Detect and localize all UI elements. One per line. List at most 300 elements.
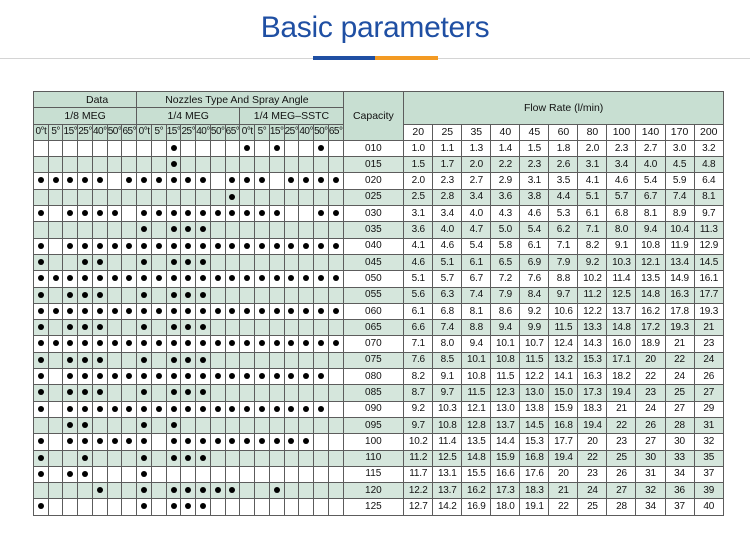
angle-cell <box>225 206 240 222</box>
angle-cell <box>314 303 329 319</box>
dot-icon <box>185 259 191 265</box>
angle-cell <box>48 254 63 270</box>
dot-icon <box>200 324 206 330</box>
flow-cell: 26 <box>607 466 636 482</box>
dot-icon <box>156 373 162 379</box>
dot-icon <box>259 243 265 249</box>
angle-cell <box>166 140 181 156</box>
angle-cell <box>240 385 255 401</box>
angle-cell <box>181 385 196 401</box>
flow-cell: 8.9 <box>665 206 694 222</box>
flow-cell: 7.2 <box>491 271 520 287</box>
dot-icon <box>38 259 44 265</box>
flow-cell: 14.2 <box>433 499 462 515</box>
angle-cell <box>48 450 63 466</box>
flow-cell: 31 <box>636 466 665 482</box>
angle-cell <box>137 157 152 173</box>
angle-cell <box>63 401 78 417</box>
flow-cell: 11.9 <box>665 238 694 254</box>
dot-icon <box>82 406 88 412</box>
angle-header: 65° <box>122 124 137 140</box>
angle-cell <box>122 450 137 466</box>
flow-cell: 10.4 <box>665 222 694 238</box>
angle-cell <box>137 466 152 482</box>
angle-cell <box>210 369 225 385</box>
angle-cell <box>34 434 49 450</box>
angle-cell <box>137 189 152 205</box>
angle-cell <box>137 336 152 352</box>
angle-cell <box>63 303 78 319</box>
angle-cell <box>284 499 299 515</box>
angle-cell <box>196 206 211 222</box>
angle-cell <box>255 140 270 156</box>
flow-cell: 24 <box>665 369 694 385</box>
angle-cell <box>34 385 49 401</box>
flow-cell: 3.6 <box>491 189 520 205</box>
angle-cell <box>225 303 240 319</box>
flow-cell: 7.6 <box>404 352 433 368</box>
flow-cell: 5.4 <box>636 173 665 189</box>
angle-cell <box>299 271 314 287</box>
capacity-cell: 090 <box>343 401 404 417</box>
dot-icon <box>38 324 44 330</box>
angle-cell <box>122 417 137 433</box>
flow-cell: 11.5 <box>491 369 520 385</box>
dot-icon <box>333 177 339 183</box>
angle-cell <box>284 434 299 450</box>
dot-icon <box>97 275 103 281</box>
flow-cell: 14.8 <box>607 320 636 336</box>
flow-cell: 37 <box>665 499 694 515</box>
angle-cell <box>210 434 225 450</box>
angle-cell <box>225 483 240 499</box>
flow-cell: 13.4 <box>665 254 694 270</box>
dot-icon <box>171 455 177 461</box>
flow-cell: 15.9 <box>549 401 578 417</box>
flow-cell: 3.5 <box>549 173 578 189</box>
dot-icon <box>171 243 177 249</box>
dot-icon <box>215 373 221 379</box>
angle-cell <box>137 238 152 254</box>
dot-icon <box>274 210 280 216</box>
angle-cell <box>107 173 122 189</box>
angle-cell <box>255 450 270 466</box>
flow-cell: 6.1 <box>520 238 549 254</box>
flow-cell: 22 <box>578 450 607 466</box>
dot-icon <box>274 243 280 249</box>
angle-cell <box>299 385 314 401</box>
angle-cell <box>107 238 122 254</box>
header-row-1 <box>34 92 724 108</box>
dot-icon <box>141 275 147 281</box>
angle-cell <box>210 417 225 433</box>
angle-cell <box>48 189 63 205</box>
flow-cell: 19.3 <box>694 303 723 319</box>
dot-icon <box>156 243 162 249</box>
dot-icon <box>97 243 103 249</box>
angle-cell <box>196 336 211 352</box>
dot-icon <box>82 357 88 363</box>
flow-cell: 8.5 <box>433 352 462 368</box>
flow-cell: 34 <box>665 466 694 482</box>
angle-cell <box>166 401 181 417</box>
flow-cell: 2.3 <box>607 140 636 156</box>
dot-icon <box>141 422 147 428</box>
dot-icon <box>200 243 206 249</box>
flow-cell: 12.5 <box>433 450 462 466</box>
angle-cell <box>284 450 299 466</box>
angle-cell <box>225 417 240 433</box>
angle-cell <box>210 271 225 287</box>
flow-cell: 1.5 <box>404 157 433 173</box>
capacity-cell: 095 <box>343 417 404 433</box>
angle-cell <box>137 222 152 238</box>
dot-icon <box>185 324 191 330</box>
capacity-cell: 025 <box>343 189 404 205</box>
angle-cell <box>48 303 63 319</box>
dot-icon <box>288 406 294 412</box>
angle-cell <box>225 254 240 270</box>
angle-cell <box>78 466 93 482</box>
angle-cell <box>269 222 284 238</box>
dot-icon <box>38 373 44 379</box>
dot-icon <box>171 308 177 314</box>
dot-icon <box>38 471 44 477</box>
angle-cell <box>151 450 166 466</box>
angle-cell <box>34 254 49 270</box>
dot-icon <box>274 275 280 281</box>
angle-cell <box>181 369 196 385</box>
pressure-header: 170 <box>665 124 694 140</box>
angle-cell <box>299 466 314 482</box>
angle-cell <box>48 206 63 222</box>
dot-icon <box>141 406 147 412</box>
angle-cell <box>107 140 122 156</box>
dot-icon <box>38 292 44 298</box>
angle-cell <box>137 434 152 450</box>
angle-cell <box>181 434 196 450</box>
angle-cell <box>63 369 78 385</box>
flow-cell: 22 <box>607 417 636 433</box>
dot-icon <box>274 373 280 379</box>
flow-cell: 9.7 <box>549 287 578 303</box>
flow-cell: 8.1 <box>636 206 665 222</box>
angle-cell <box>151 320 166 336</box>
angle-cell <box>210 336 225 352</box>
angle-cell <box>269 206 284 222</box>
dot-icon <box>97 340 103 346</box>
angle-cell <box>92 352 107 368</box>
table-row <box>34 254 724 270</box>
flow-cell: 8.8 <box>462 320 491 336</box>
angle-cell <box>181 271 196 287</box>
dot-icon <box>112 406 118 412</box>
dot-icon <box>318 373 324 379</box>
angle-cell <box>92 254 107 270</box>
angle-cell <box>63 271 78 287</box>
flow-cell: 3.2 <box>694 140 723 156</box>
dot-icon <box>171 373 177 379</box>
flow-cell: 5.4 <box>462 238 491 254</box>
flow-cell: 3.6 <box>404 222 433 238</box>
angle-cell <box>151 385 166 401</box>
angle-cell <box>63 222 78 238</box>
angle-cell <box>92 320 107 336</box>
flow-cell: 17.3 <box>578 385 607 401</box>
angle-cell <box>240 157 255 173</box>
angle-cell <box>328 271 343 287</box>
angle-cell <box>137 499 152 515</box>
angle-cell <box>269 303 284 319</box>
angle-cell <box>151 466 166 482</box>
dot-icon <box>171 275 177 281</box>
angle-cell <box>314 434 329 450</box>
flow-cell: 13.8 <box>520 401 549 417</box>
angle-cell <box>92 238 107 254</box>
capacity-cell: 125 <box>343 499 404 515</box>
dot-icon <box>82 471 88 477</box>
dot-icon <box>171 438 177 444</box>
flow-cell: 24 <box>578 483 607 499</box>
dot-icon <box>303 275 309 281</box>
dot-icon <box>244 210 250 216</box>
dot-icon <box>67 406 73 412</box>
angle-cell <box>240 271 255 287</box>
angle-cell <box>196 157 211 173</box>
dot-icon <box>259 373 265 379</box>
angle-cell <box>299 499 314 515</box>
angle-cell <box>210 254 225 270</box>
angle-cell <box>240 369 255 385</box>
flow-cell: 2.6 <box>549 157 578 173</box>
flow-cell: 19.4 <box>578 417 607 433</box>
angle-cell <box>328 303 343 319</box>
angle-cell <box>314 499 329 515</box>
flow-cell: 19.4 <box>607 385 636 401</box>
dot-icon <box>82 210 88 216</box>
flow-cell: 6.9 <box>520 254 549 270</box>
dot-icon <box>244 406 250 412</box>
angle-cell <box>328 320 343 336</box>
angle-cell <box>137 385 152 401</box>
dot-icon <box>141 177 147 183</box>
capacity-cell: 065 <box>343 320 404 336</box>
dot-icon <box>112 308 118 314</box>
angle-header: 15° <box>63 124 78 140</box>
flow-cell: 7.9 <box>549 254 578 270</box>
dot-icon <box>259 210 265 216</box>
angle-cell <box>328 483 343 499</box>
dot-icon <box>82 177 88 183</box>
angle-cell <box>314 336 329 352</box>
angle-cell <box>166 499 181 515</box>
dot-icon <box>38 389 44 395</box>
flow-cell: 13.1 <box>433 466 462 482</box>
flow-cell: 12.2 <box>520 369 549 385</box>
angle-cell <box>34 466 49 482</box>
angle-cell <box>63 499 78 515</box>
flow-cell: 12.7 <box>404 499 433 515</box>
angle-header: 15° <box>166 124 181 140</box>
dot-icon <box>185 308 191 314</box>
flow-cell: 8.2 <box>578 238 607 254</box>
angle-cell <box>225 189 240 205</box>
angle-cell <box>63 466 78 482</box>
angle-cell <box>151 303 166 319</box>
angle-cell <box>284 287 299 303</box>
dot-icon <box>82 340 88 346</box>
angle-cell <box>299 238 314 254</box>
angle-cell <box>269 369 284 385</box>
flow-cell: 7.4 <box>665 189 694 205</box>
angle-cell <box>314 238 329 254</box>
angle-cell <box>151 336 166 352</box>
flow-cell: 22 <box>665 352 694 368</box>
flow-cell: 4.5 <box>665 157 694 173</box>
angle-cell <box>48 466 63 482</box>
angle-cell <box>181 254 196 270</box>
angle-cell <box>328 189 343 205</box>
dot-icon <box>67 373 73 379</box>
angle-cell <box>122 336 137 352</box>
flow-cell: 17.3 <box>491 483 520 499</box>
angle-cell <box>92 466 107 482</box>
angle-cell <box>107 483 122 499</box>
angle-cell <box>240 483 255 499</box>
title-accent-bar <box>313 56 438 60</box>
dot-icon <box>200 210 206 216</box>
capacity-cell: 020 <box>343 173 404 189</box>
angle-cell <box>196 369 211 385</box>
angle-cell <box>122 271 137 287</box>
pressure-header: 20 <box>404 124 433 140</box>
dot-icon <box>185 503 191 509</box>
angle-cell <box>181 352 196 368</box>
table-row <box>34 352 724 368</box>
accent-orange-segment <box>375 56 438 60</box>
angle-cell <box>269 287 284 303</box>
dot-icon <box>38 177 44 183</box>
table-row <box>34 238 724 254</box>
dot-icon <box>185 292 191 298</box>
angle-cell <box>92 140 107 156</box>
angle-cell <box>34 238 49 254</box>
flow-cell: 21 <box>665 336 694 352</box>
flow-cell: 37 <box>694 466 723 482</box>
flow-cell: 15.3 <box>520 434 549 450</box>
angle-header: 0°t <box>240 124 255 140</box>
angle-header: 50° <box>210 124 225 140</box>
pressure-header: 40 <box>491 124 520 140</box>
dot-icon <box>229 177 235 183</box>
angle-cell <box>92 401 107 417</box>
angle-cell <box>210 189 225 205</box>
angle-cell <box>210 352 225 368</box>
angle-cell <box>225 320 240 336</box>
angle-cell <box>48 222 63 238</box>
angle-cell <box>63 173 78 189</box>
dot-icon <box>141 503 147 509</box>
angle-cell <box>240 303 255 319</box>
angle-header: 5° <box>48 124 63 140</box>
dot-icon <box>200 308 206 314</box>
angle-cell <box>181 499 196 515</box>
flow-cell: 26 <box>694 369 723 385</box>
angle-cell <box>122 157 137 173</box>
angle-cell <box>34 189 49 205</box>
angle-cell <box>107 450 122 466</box>
angle-cell <box>284 173 299 189</box>
dot-icon <box>53 308 59 314</box>
angle-cell <box>48 287 63 303</box>
dot-icon <box>171 389 177 395</box>
flow-cell: 17.7 <box>694 287 723 303</box>
flow-cell: 9.4 <box>636 222 665 238</box>
dot-icon <box>82 455 88 461</box>
angle-cell <box>78 352 93 368</box>
dot-icon <box>303 177 309 183</box>
flow-cell: 14.5 <box>694 254 723 270</box>
dot-icon <box>97 324 103 330</box>
dot-icon <box>318 243 324 249</box>
angle-cell <box>122 254 137 270</box>
angle-cell <box>210 287 225 303</box>
angle-cell <box>48 336 63 352</box>
flow-cell: 14.5 <box>520 417 549 433</box>
dot-icon <box>141 373 147 379</box>
angle-cell <box>299 287 314 303</box>
angle-cell <box>225 385 240 401</box>
angle-cell <box>92 385 107 401</box>
angle-cell <box>122 173 137 189</box>
table-row <box>34 320 724 336</box>
angle-cell <box>196 450 211 466</box>
angle-cell <box>78 369 93 385</box>
angle-cell <box>151 401 166 417</box>
angle-cell <box>181 206 196 222</box>
angle-cell <box>166 254 181 270</box>
flow-cell: 10.6 <box>549 303 578 319</box>
angle-cell <box>137 140 152 156</box>
flow-cell: 3.4 <box>433 206 462 222</box>
flow-cell: 27 <box>607 483 636 499</box>
angle-cell <box>269 499 284 515</box>
angle-cell <box>328 417 343 433</box>
flow-cell: 16.2 <box>462 483 491 499</box>
angle-cell <box>240 499 255 515</box>
angle-cell <box>122 222 137 238</box>
capacity-cell: 030 <box>343 206 404 222</box>
flow-cell: 13.7 <box>607 303 636 319</box>
angle-cell <box>284 206 299 222</box>
angle-cell <box>166 336 181 352</box>
flow-cell: 19.3 <box>665 320 694 336</box>
angle-cell <box>34 287 49 303</box>
angle-cell <box>269 450 284 466</box>
angle-cell <box>48 271 63 287</box>
flow-cell: 16.0 <box>607 336 636 352</box>
flow-cell: 5.6 <box>404 287 433 303</box>
flow-cell: 6.8 <box>433 303 462 319</box>
flow-cell: 15.9 <box>491 450 520 466</box>
angle-cell <box>34 206 49 222</box>
nozzles-header: Nozzles Type And Spray Angle <box>137 92 343 108</box>
dot-icon <box>97 357 103 363</box>
capacity-cell: 070 <box>343 336 404 352</box>
dot-icon <box>82 308 88 314</box>
flow-cell: 19.1 <box>520 499 549 515</box>
angle-cell <box>63 189 78 205</box>
